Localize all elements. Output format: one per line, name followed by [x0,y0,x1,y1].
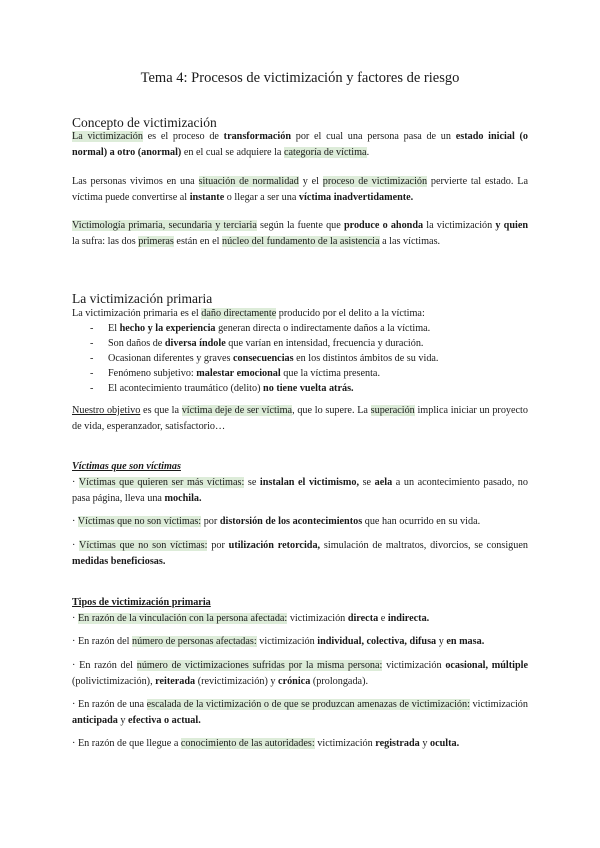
list-item: - El hecho y la experiencia generan directa o indirectamente daños a la víctima. [90,323,431,334]
list-item: - Ocasionan diferentes y graves consecuencias en los distintos ámbitos de su vida. [90,353,439,364]
paragraph-victimas-1: · Víctimas que quieren ser más víctimas: se instalan el victimismo, se aela a un acontecimiento pasado, no pasa página, lleva una mochila. [72,477,528,504]
paragraph-tipo-conocimiento: · En razón de que llegue a conocimiento de las autoridades: victimización registrada y oculta. [72,738,460,749]
list-item: - Son daños de diversa índole que varían en intensidad, frecuencia y duración. [90,338,424,349]
paragraph-objetivo: Nuestro objetivo es que la víctima deje de ser víctima, que lo supere. La superación implica iniciar un proyecto de vida, esperanzador, satisfactorio… [72,405,528,432]
heading-victimas-que-son-victimas: Víctimas que son víctimas [72,461,181,472]
heading-tipos-victimizacion: Tipos de victimización primaria [72,597,211,608]
paragraph-victimologia: Victimología primaria, secundaria y terciaria según la fuente que produce o ahonda la victimización y quien la sufra: las dos primeras están en el núcleo del fundamento de la asistencia a las víctimas. [72,220,529,247]
paragraph-tipo-escalada: · En razón de una escalada de la victimización o de que se produzcan amenazas de victimización: victimización anticipada y efectiva o actual. [72,699,528,726]
paragraph-normalidad: Las personas vivimos en una situación de normalidad y el proceso de victimización pervierte tal estado. La víctima puede convertirse al instante o llegar a ser una víctima inadvertidamente. [72,176,528,203]
list-item: - El acontecimiento traumático (delito) no tiene vuelta atrás. [90,383,354,394]
heading-concepto: Concepto de victimización [72,115,217,130]
list-item: - Fenómeno subjetivo: malestar emocional que la víctima presenta. [90,368,380,379]
paragraph-tipo-vinculacion: · En razón de la vinculación con la persona afectada: victimización directa e indirecta. [72,613,430,624]
paragraph-definicion: La victimización es el proceso de transformación por el cual una persona pasa de un estado inicial (o normal) a otro (anormal) en el cual se adquiere la categoría de víctima. [72,131,528,158]
paragraph-victimas-3: · Víctimas que no son víctimas: por utilización retorcida, simulación de maltratos, divorcios, se consiguen medidas beneficiosas. [72,540,528,567]
heading-victimizacion-primaria: La victimización primaria [72,291,213,306]
paragraph-victimas-2: · Víctimas que no son víctimas: por distorsión de los acontecimientos que han ocurrido en su vida. [72,516,481,527]
paragraph-tipo-numero-personas: · En razón del número de personas afectadas: victimización individual, colectiva, difusa y en masa. [72,636,485,647]
bullet-list [90,321,530,396]
paragraph-tipo-numero-victimizaciones: · En razón del número de victimizaciones sufridas por la misma persona: victimización ocasional, múltiple (polivictimización), reiterada (revictimización) y crónica (prolongada). [72,660,529,687]
paragraph-intro-primaria: La victimización primaria es el daño directamente producido por el delito a la víctima: [72,308,425,319]
document-title: Tema 4: Procesos de victimización y factores de riesgo [140,70,460,86]
